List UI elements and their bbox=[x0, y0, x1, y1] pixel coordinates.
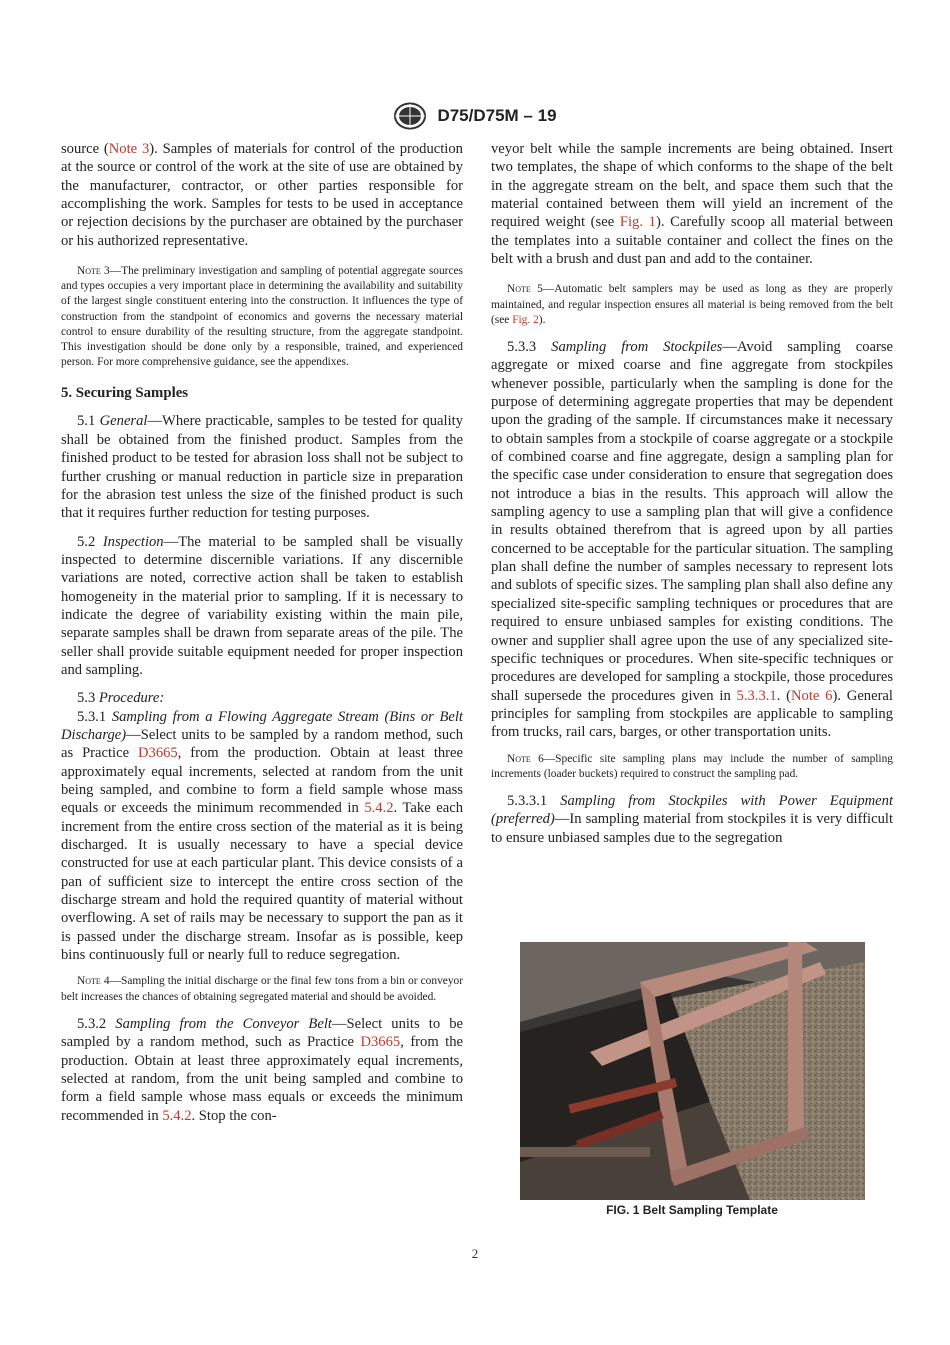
paragraph-5-2: 5.2 Inspection—The material to be sampled shall be visually inspected to determine discernible variations. If any discernible variations are noted, corrective action shall be taken to establish homogeneity in the material prior to sampling. If it is necessary to indicate the degree of variability existing within the main pile, separate samples shall be drawn from separate areas of the pile. The seller shall provide suitable equipment needed for proper inspection and sampling. bbox=[61, 533, 463, 678]
paragraph-5-3-1: 5.3.1 Sampling from a Flowing Aggregate Stream (Bins or Belt Discharge)—Select units to be sampled by a random method, such as Practice D3665, from the production. Obtain at least three approximately equal increments, selected at random from the unit being sampled, and combine to form a field sample whose mass equals or exceeds the minimum recommended in 5.4.2. Take each increment from the entire cross section of the material as it is being discharged. It is usually necessary to have a special device constructed for use at each particular plant. This device consists of a pan of sufficient size to intercept the entire cross section of the discharge stream and hold the required quantity of material without overflowing. A set of rails may be necessary to support the pan as it is passed under the discharge stream. Insofar as is possible, keep bins continuously full or nearly full to reduce segregation. bbox=[61, 708, 463, 964]
fig2-link[interactable]: Fig. 2 bbox=[512, 313, 539, 326]
note6-link[interactable]: Note 6 bbox=[791, 687, 833, 704]
paragraph-5-3-2: 5.3.2 Sampling from the Conveyor Belt—Select units to be sampled by a random method, such as Practice D3665, from the production. Obtain at least three approximately equal increments, selected at random, from the unit being sampled and combine to form a field sample whose mass equals or exceeds the minimum recommended in 5.4.2. Stop the con- bbox=[61, 1015, 463, 1124]
paragraph-5-3-3-1: 5.3.3.1 Sampling from Stockpiles with Power Equipment (preferred)—In sampling material from stockpiles it is very difficult to ensure unbiased samples due to the segregation bbox=[491, 792, 894, 846]
page-header bbox=[0, 102, 950, 130]
figure-1-photo bbox=[520, 942, 865, 1200]
note-3: Note 3—The preliminary investigation and sampling of potential aggregate sources and types occupies a very important place in determining the availability and suitability of the largest single constituent entering into the construction. It influences the type of construction from the standpoint of economics and governs the necessary material control to ensure durability of the resulting structure, from the aggregate standpoint. This investigation should be done only by a responsible, trained, and experienced person. For more comprehensive guidance, see the appendixes. bbox=[61, 265, 463, 369]
ref-5-4-2-link[interactable]: 5.4.2 bbox=[364, 800, 394, 817]
d3665-link[interactable]: D3665 bbox=[360, 1034, 401, 1051]
d3665-link[interactable]: D3665 bbox=[137, 745, 178, 762]
note-6: Note 6—Specific site sampling plans may include the number of sampling increments (loader buckets) required to construct the sampling pad. bbox=[491, 752, 893, 780]
left-column bbox=[61, 140, 463, 1125]
figure-caption: FIG. 1 Belt Sampling Template bbox=[606, 1203, 778, 1217]
note3-link[interactable]: Note 3 bbox=[108, 141, 150, 157]
astm-logo-icon bbox=[393, 102, 427, 130]
ref-5-4-2-link[interactable]: 5.4.2 bbox=[162, 1107, 192, 1124]
paragraph-conveyor-cont: veyor belt while the sample increments are being obtained. Insert two templates, the shape of which conforms to the shape of the belt in the aggregate stream on the belt, and space them such that the material contained between them will yield an increment of the required weight (see Fig. 1). Carefully scoop all material between the templates into a suitable container and collect the fines on the belt with a brush and dust pan and add to the container. bbox=[491, 141, 893, 268]
page-number: 2 bbox=[471, 1246, 479, 1261]
right-column bbox=[491, 140, 893, 847]
paragraph-5-1: 5.1 General—Where practicable, samples to be tested for quality shall be obtained from the finished product. Samples from the finished product to be tested for abrasion loss shall not be subject to further crushing or manual reduction in particle size in preparation for the abrasion test unless the size of the finished product is such that it requires further reduction for testing purposes. bbox=[61, 413, 463, 522]
paragraph-5-3: 5.3 Procedure: bbox=[77, 690, 165, 707]
paragraph-5-3-3: 5.3.3 Sampling from Stockpiles—Avoid sampling coarse aggregate or mixed coarse and fine aggregate from stockpiles whenever possible, particularly when the sampling is done for the purpose of determining aggregate properties that may be dependent upon the grading of the sample. If circumstances make it necessary to obtain samples from a stockpile of coarse aggregate or a stockpile of combined coarse and fine aggregate, design a sampling plan for the specific case under consideration to ensure that segregation does not introduce a bias in the results. This approach will allow the sampling agency to use a sampling plan that will give a confidence in results obtained therefrom that is agreed upon by all parties concerned to be acceptable for the particular situation. The sampling plan shall define the number of samples necessary to represent lots and sublots of specific sizes. The sampling plan shall also define any specialized site-specific sampling techniques or procedures that are required to ensure unbiased samples for existing conditions. The owner and supplier shall agree upon the use of any specialized site-specific techniques or procedures. When site-specific techniques or procedures are developed for sampling a stockpile, those procedures shall supersede the procedures given in 5.3.3.1. (Note 6). General principles for sampling from stockpiles are applicable to sampling from trucks, rail cars, barges, or other transportation units. bbox=[491, 339, 894, 741]
note-5: Note 5—Automatic belt samplers may be used as long as they are properly maintained, and regular inspection ensures all material is being removed from the belt (see Fig. 2). bbox=[491, 283, 893, 326]
section-heading: 5. Securing Samples bbox=[61, 385, 189, 402]
fig1-link[interactable]: Fig. 1 bbox=[619, 214, 656, 231]
document-id: D75/D75M – 19 bbox=[437, 106, 557, 125]
paragraph-source: source (Note 3). Samples of materials for control of the production at the source or control of the work at the site of use are obtained by the manufacturer, contractor, or other parties responsible for accomplishing the work. Samples for tests to be used in acceptance or rejection decisions by the purchaser are obtained by the purchaser or his authorized representative. bbox=[61, 141, 463, 249]
ref-5-3-3-1-link[interactable]: 5.3.3.1 bbox=[736, 687, 777, 704]
note-4: Note 4—Sampling the initial discharge or the final few tons from a bin or conveyor belt increases the chances of obtaining segregated material and should be avoided. bbox=[61, 975, 463, 1003]
